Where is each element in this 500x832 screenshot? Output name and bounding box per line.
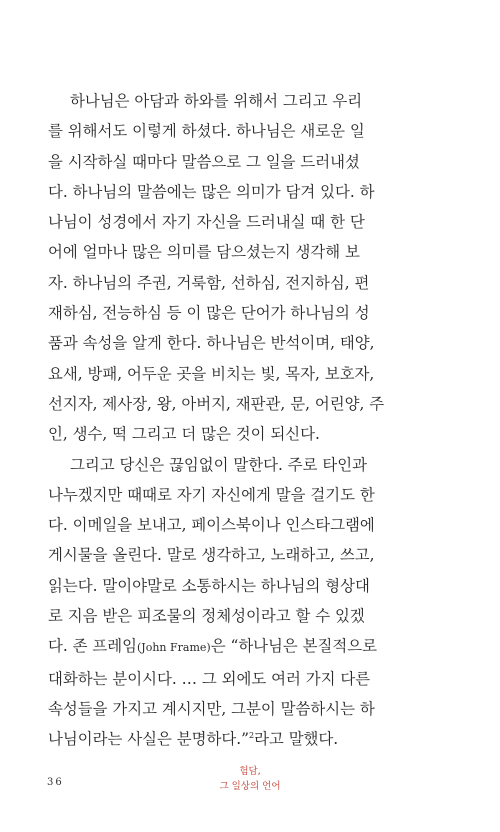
text-line: 게시물을 올린다. 말로 생각하고, 노래하고, 쓰고, <box>48 546 375 565</box>
text-line: 그리고 당신은 끊임없이 말한다. 주로 타인과 <box>70 455 367 474</box>
text-line: 다. 하나님의 말씀에는 많은 의미가 담겨 있다. 하 <box>48 182 375 201</box>
text-segment: 다. 존 프레임 <box>48 637 138 656</box>
text-line: 를 위해서도 이렇게 하셨다. 하나님은 새로운 일 <box>48 122 365 141</box>
text-segment: 라고 말했다. <box>254 730 339 749</box>
paragraph-1 <box>48 86 452 450</box>
running-footer <box>0 764 500 794</box>
text-line-john-frame <box>48 631 452 663</box>
text-line: 선지자, 제사장, 왕, 아버지, 재판관, 문, 어린양, 주 <box>48 394 385 413</box>
text-line: 속성들을 가지고 계시지만, 그분이 말씀하시는 하 <box>48 699 375 718</box>
book-title-line-1: 험담, <box>239 766 261 777</box>
text-line-last <box>48 724 452 754</box>
text-line: 재하심, 전능하심 등 이 많은 단어가 하나님의 성 <box>48 304 370 323</box>
text-line: 로 지음 받은 피조물의 정체성이라고 할 수 있겠 <box>48 607 365 626</box>
body-text <box>48 86 452 755</box>
text-line: 요새, 방패, 어두운 곳을 비치는 빛, 목자, 보호자, <box>48 364 375 383</box>
page-number: 36 <box>47 777 64 788</box>
text-line: 나누겠지만 때때로 자기 자신에게 말을 걸기도 한 <box>48 485 375 504</box>
name-parenthetical: (John Frame) <box>137 641 211 655</box>
text-line: 대화하는 분이시다. … 그 외에도 여러 가지 다른 <box>48 669 371 688</box>
text-line: 다. 이메일을 보내고, 페이스북이나 인스타그램에 <box>48 516 375 535</box>
text-line: 을 시작하실 때마다 말씀으로 그 일을 드러내셨 <box>48 152 360 171</box>
text-line: 읽는다. 말이야말로 소통하시는 하나님의 형상대 <box>48 576 370 595</box>
text-line: 어에 얼마나 많은 의미를 담으셨는지 생각해 보 <box>48 243 360 262</box>
text-line: 품과 속성을 알게 한다. 하나님은 반석이며, 태양, <box>48 334 375 353</box>
text-line: 자. 하나님의 주권, 거룩함, 선하심, 전지하심, 편 <box>48 273 370 292</box>
footnote-marker: 2 <box>248 731 255 741</box>
text-line: 하나님은 아담과 하와를 위해서 그리고 우리 <box>70 92 363 110</box>
text-segment: 나님이라는 사실은 분명하다.” <box>48 730 249 749</box>
paragraph-2 <box>48 450 452 755</box>
text-segment: 은 “하나님은 본질적으로 <box>210 637 378 656</box>
text-line: 인, 생수, 떡 그리고 더 많은 것이 되신다. <box>48 425 320 444</box>
text-line: 나님이 성경에서 자기 자신을 드러내실 때 한 단 <box>48 213 365 232</box>
book-title-line-2: 그 일상의 언어 <box>219 781 281 792</box>
